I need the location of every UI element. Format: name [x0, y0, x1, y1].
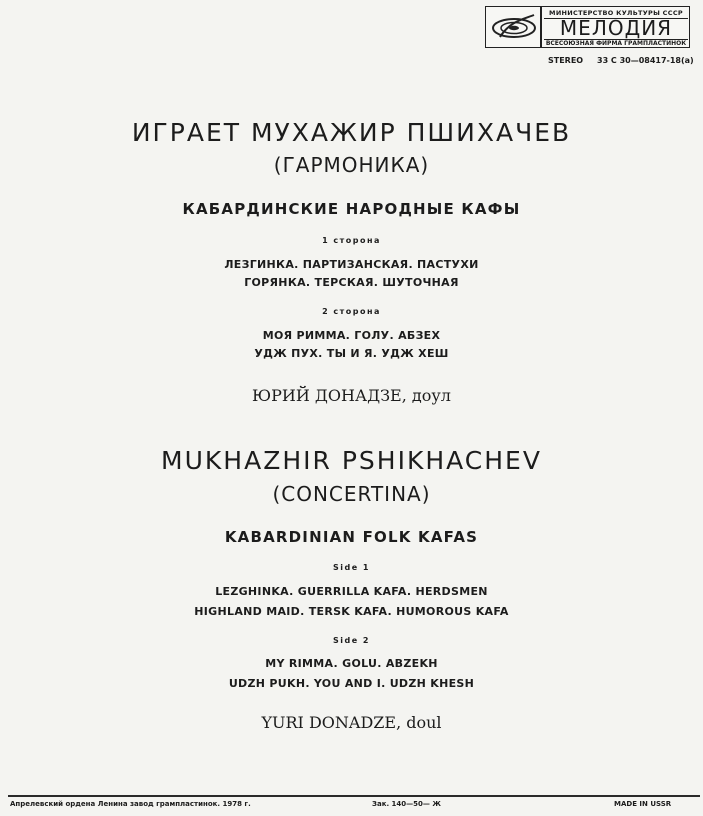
- en-side1-label: Side 1: [332, 563, 370, 572]
- footer-divider: [8, 795, 700, 797]
- ru-side1-line2: ГОРЯНКА. ТЕРСКАЯ. ШУТОЧНАЯ: [244, 276, 459, 289]
- ru-accompanist: ЮРИЙ ДОНАДЗЕ, доул: [252, 386, 451, 405]
- ru-side1-label: 1 сторона: [322, 236, 381, 245]
- en-instrument: (CONCERTINA): [272, 482, 431, 506]
- ru-side2-line2: УДЖ ПУХ. ТЫ И Я. УДЖ ХЕШ: [254, 347, 449, 360]
- format-label: STEREO: [548, 56, 584, 65]
- en-side1-line1: LEZGHINKA. GUERRILLA KAFA. HERDSMEN: [215, 585, 488, 598]
- ru-album-title: КАБАРДИНСКИЕ НАРОДНЫЕ КАФЫ: [182, 200, 521, 218]
- melodiya-logo: [485, 6, 690, 48]
- footer-order: Зак. 140—50— Ж: [372, 800, 441, 808]
- logo-ministry-text: МИНИСТЕРСТВО КУЛЬТУРЫ СССР: [544, 9, 688, 19]
- logo-firm-text: ВСЕСОЮЗНАЯ ФИРМА ГРАМПЛАСТИНОК: [545, 40, 687, 47]
- en-headline: MUKHAZHIR PSHIKHACHEV: [161, 446, 542, 475]
- en-side2-line1: MY RIMMA. GOLU. ABZEKH: [265, 657, 438, 670]
- ru-instrument: (ГАРМОНИКА): [273, 153, 430, 177]
- logo-divider: [540, 7, 542, 47]
- logo-brand-name: МЕЛОДИЯ: [559, 16, 673, 40]
- footer-origin: MADE IN USSR: [614, 800, 672, 808]
- en-side2-label: Side 2: [332, 636, 370, 645]
- footer-plant: Апрелевский ордена Ленина завод грампластинок. 1978 г.: [10, 800, 251, 808]
- ru-side2-line1: МОЯ РИММА. ГОЛУ. АБЗЕХ: [262, 329, 441, 342]
- en-side2-line2: UDZH PUKH. YOU AND I. UDZH KHESH: [228, 677, 475, 690]
- en-accompanist: YURI DONADZE, doul: [261, 713, 442, 732]
- ru-side1-line1: ЛЕЗГИНКА. ПАРТИЗАНСКАЯ. ПАСТУХИ: [224, 258, 479, 271]
- catalog-number: 33 С 30—08417-18(а): [597, 56, 694, 65]
- en-side1-line2: HIGHLAND MAID. TERSK KAFA. HUMOROUS KAFA: [194, 605, 509, 618]
- ru-side2-label: 2 сторона: [322, 307, 381, 316]
- en-album-title: KABARDINIAN FOLK KAFAS: [224, 528, 479, 546]
- melodiya-record-icon: [490, 11, 538, 43]
- ru-headline: ИГРАЕТ МУХАЖИР ПШИХАЧЕВ: [131, 118, 572, 147]
